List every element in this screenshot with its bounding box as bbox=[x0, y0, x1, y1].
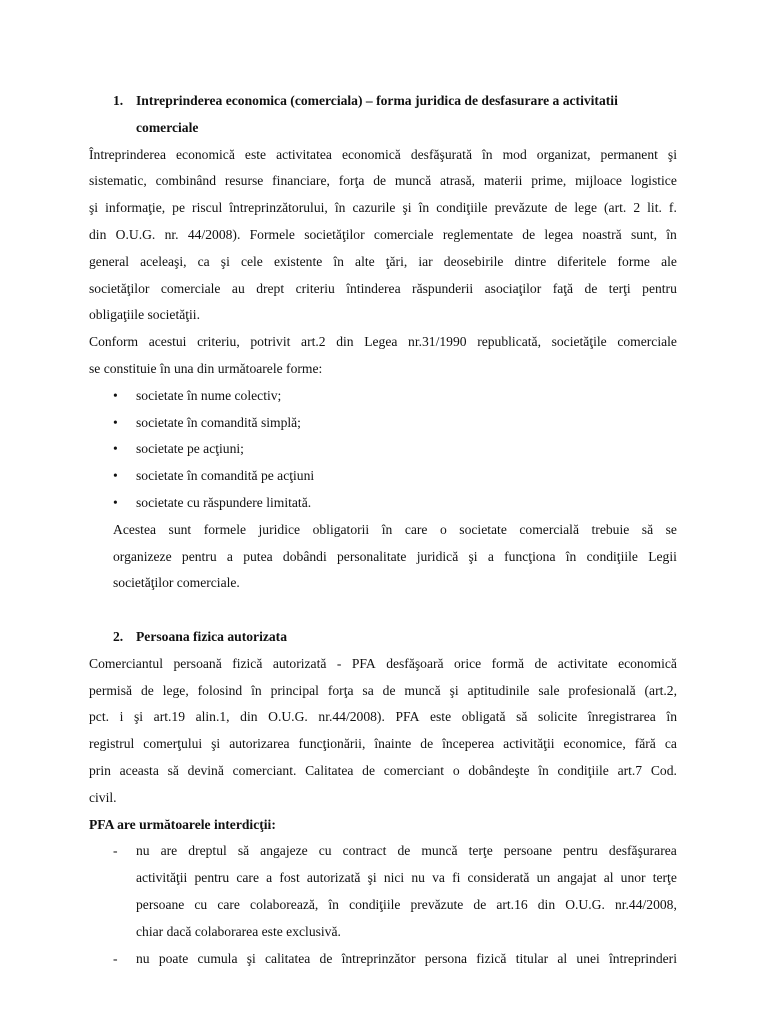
section-title: comerciale bbox=[136, 119, 199, 135]
word: pe bbox=[172, 200, 186, 216]
text-line bbox=[89, 678, 677, 705]
word: nu bbox=[136, 843, 150, 859]
word: organizat, bbox=[536, 146, 591, 162]
word: cele bbox=[240, 253, 263, 269]
list-item bbox=[89, 410, 677, 437]
text-line bbox=[89, 704, 677, 731]
word: art.7 bbox=[617, 762, 643, 778]
word: economică bbox=[341, 146, 401, 162]
text-line bbox=[89, 222, 677, 249]
word: iar bbox=[418, 253, 433, 269]
word: societăţile bbox=[551, 334, 607, 350]
word: terţe bbox=[652, 870, 677, 886]
word: Calitatea bbox=[305, 762, 354, 778]
word: unei bbox=[576, 950, 600, 966]
word: în bbox=[666, 226, 677, 242]
word: şi bbox=[133, 709, 144, 725]
word: în bbox=[666, 709, 677, 725]
word: contract bbox=[342, 843, 387, 859]
word: comerţului bbox=[143, 736, 203, 752]
word: sistematic, bbox=[89, 173, 147, 189]
word: poate bbox=[158, 950, 189, 966]
word: înregistrarea bbox=[587, 709, 656, 725]
word: comerciant. bbox=[232, 762, 297, 778]
word: orice bbox=[454, 655, 482, 671]
word: potrivit bbox=[250, 334, 291, 350]
section-title: Persoana fizica autorizata bbox=[136, 628, 287, 644]
word: şi bbox=[246, 950, 256, 966]
word: Formele bbox=[249, 226, 295, 242]
list-item-text: societate în nume colectiv; bbox=[136, 387, 282, 403]
word: va bbox=[432, 870, 445, 886]
word: personalitate bbox=[336, 548, 407, 564]
word: funcţiona bbox=[504, 548, 556, 564]
word: obligatorii bbox=[312, 521, 370, 537]
word: economice, bbox=[563, 736, 626, 752]
word: şi bbox=[468, 548, 478, 564]
word: desfăşoară bbox=[386, 655, 444, 671]
list-item bbox=[89, 490, 677, 517]
word: aceleaşi, bbox=[140, 253, 187, 269]
text-line: obligaţiile societăţii. bbox=[89, 307, 200, 323]
word: muncă bbox=[394, 173, 432, 189]
list-item-text: societate cu răspundere limitată. bbox=[136, 494, 312, 510]
word: are bbox=[160, 843, 178, 859]
word: devină bbox=[187, 762, 224, 778]
word: de bbox=[382, 682, 396, 698]
word: ale bbox=[661, 253, 677, 269]
word: alte bbox=[355, 253, 375, 269]
word: lit. bbox=[647, 200, 662, 216]
word: de bbox=[319, 950, 333, 966]
word: fizică bbox=[476, 950, 507, 966]
word: prin bbox=[89, 762, 111, 778]
word: în bbox=[251, 682, 262, 698]
bullet-icon: • bbox=[113, 494, 118, 510]
word: autorizarea bbox=[229, 736, 290, 752]
list-item-text: societate în comandită pe acţiuni bbox=[136, 468, 315, 484]
word: (art. bbox=[604, 200, 627, 216]
word: materii bbox=[483, 173, 523, 189]
word: organizeze bbox=[113, 548, 172, 564]
document-content bbox=[89, 88, 677, 972]
word: calitatea bbox=[265, 950, 311, 966]
word: muncă bbox=[421, 843, 458, 859]
word: activităţii bbox=[503, 736, 555, 752]
word: întreprinzător bbox=[341, 950, 416, 966]
word: desfăşurarea bbox=[608, 843, 677, 859]
word: din bbox=[89, 226, 107, 242]
word: în bbox=[418, 200, 430, 216]
word: trebuie bbox=[591, 521, 630, 537]
word: cu bbox=[194, 896, 208, 912]
dash-icon: - bbox=[113, 843, 118, 859]
word: 2 bbox=[633, 200, 641, 216]
word: financiare, bbox=[272, 173, 330, 189]
word: a bbox=[487, 548, 494, 564]
dash-icon: - bbox=[113, 950, 118, 966]
word: PFA bbox=[351, 655, 376, 671]
word: informaţie, bbox=[105, 200, 166, 216]
word: a bbox=[226, 548, 233, 564]
list-item-text: societate pe acţiuni; bbox=[136, 441, 244, 457]
word: forţa bbox=[327, 682, 354, 698]
word: solicite bbox=[538, 709, 578, 725]
word: nr.44/2008, bbox=[614, 896, 677, 912]
word: care bbox=[404, 521, 428, 537]
word: şi bbox=[89, 200, 99, 216]
text-line bbox=[113, 544, 677, 571]
word: profesională bbox=[568, 682, 636, 698]
word: este bbox=[429, 709, 452, 725]
word: formă bbox=[491, 655, 525, 671]
word: prevăzute bbox=[494, 200, 548, 216]
text-line bbox=[89, 195, 677, 222]
word: condiţiile bbox=[349, 896, 401, 912]
word: în bbox=[334, 200, 346, 216]
section-title: Intreprinderea economica (comerciala) – forma juridica de desfasurare a activitatii bbox=[136, 93, 618, 108]
word: să bbox=[237, 843, 250, 859]
word: de bbox=[534, 655, 548, 671]
word: dreptul bbox=[188, 843, 227, 859]
word: general bbox=[89, 253, 129, 269]
word: 44/2008). bbox=[187, 226, 241, 242]
word: art.16 bbox=[496, 896, 528, 912]
word: Întreprinderea bbox=[89, 146, 166, 162]
word: să bbox=[516, 709, 528, 725]
word: Legii bbox=[648, 548, 677, 564]
word: persoane bbox=[136, 896, 185, 912]
word: pct. bbox=[89, 709, 110, 725]
word: unor bbox=[620, 870, 646, 886]
word: întreprinderi bbox=[609, 950, 677, 966]
text-line bbox=[89, 142, 677, 169]
word: ţări, bbox=[385, 253, 408, 269]
word: i bbox=[119, 709, 124, 725]
word: acestui bbox=[148, 334, 187, 350]
word: alin.1, bbox=[195, 709, 230, 725]
word: sunt bbox=[168, 521, 192, 537]
word: societăţilor bbox=[304, 226, 365, 242]
word: pentru bbox=[642, 280, 677, 296]
word: înainte bbox=[374, 736, 412, 752]
text-line bbox=[136, 838, 677, 865]
text-line bbox=[89, 168, 677, 195]
word: şi bbox=[367, 870, 377, 886]
word: cumula bbox=[197, 950, 238, 966]
list-item bbox=[89, 463, 677, 490]
paragraph bbox=[89, 142, 677, 330]
word: se bbox=[665, 521, 677, 537]
word: în bbox=[538, 762, 549, 778]
word: art.19 bbox=[153, 709, 185, 725]
word: formele bbox=[203, 521, 247, 537]
word: existente bbox=[273, 253, 323, 269]
word: dintre bbox=[514, 253, 547, 269]
section-2-heading bbox=[89, 624, 677, 651]
word: condiţiile bbox=[436, 200, 488, 216]
word: desfăşurată bbox=[410, 146, 472, 162]
word: colaborează, bbox=[250, 896, 319, 912]
word: resurse bbox=[224, 173, 264, 189]
word: şi bbox=[211, 736, 221, 752]
paragraph bbox=[89, 651, 677, 812]
word: comercială bbox=[519, 521, 579, 537]
word: - bbox=[336, 655, 342, 671]
word: autorizată bbox=[272, 655, 327, 671]
word: aceasta bbox=[119, 762, 159, 778]
word: Cod. bbox=[650, 762, 677, 778]
word: şi bbox=[449, 682, 459, 698]
word: autorizată bbox=[306, 870, 361, 886]
word: o bbox=[452, 762, 460, 778]
word: de bbox=[373, 173, 387, 189]
list-item bbox=[89, 436, 677, 463]
word: drept bbox=[256, 280, 285, 296]
word: lege bbox=[574, 200, 597, 216]
word: atrasă, bbox=[439, 173, 476, 189]
word: asociaţilor bbox=[484, 280, 542, 296]
word: pentru bbox=[563, 843, 598, 859]
word: răspunderii bbox=[412, 280, 474, 296]
word: care bbox=[217, 896, 240, 912]
word: care bbox=[236, 870, 259, 886]
word: dobândeşte bbox=[468, 762, 530, 778]
word: din bbox=[240, 709, 258, 725]
word: combinând bbox=[155, 173, 216, 189]
word: activitatea bbox=[276, 146, 332, 162]
word: de bbox=[362, 762, 375, 778]
word: de bbox=[473, 896, 487, 912]
section-1-heading-cont bbox=[89, 115, 677, 142]
word: întreprinzătorului, bbox=[229, 200, 328, 216]
word: riscul bbox=[192, 200, 223, 216]
word: în bbox=[333, 253, 344, 269]
word: şi bbox=[220, 253, 230, 269]
word: Conform bbox=[89, 334, 139, 350]
word: reglementate bbox=[442, 226, 514, 242]
word: este bbox=[244, 146, 267, 162]
word: criteriu bbox=[295, 280, 335, 296]
word: au bbox=[231, 280, 245, 296]
word: ca bbox=[664, 736, 677, 752]
word: de bbox=[397, 843, 411, 859]
word: cu bbox=[318, 843, 332, 859]
text-line bbox=[136, 892, 677, 919]
word: mod bbox=[502, 146, 527, 162]
word: nr. bbox=[164, 226, 179, 242]
text-line bbox=[136, 946, 677, 973]
word: comerciale bbox=[160, 280, 221, 296]
word: activităţii bbox=[136, 870, 188, 886]
word: (art.2, bbox=[644, 682, 677, 698]
word: Legea bbox=[364, 334, 398, 350]
word: nu bbox=[136, 950, 150, 966]
section-1-heading bbox=[89, 88, 677, 115]
list-item-text: societate în comandită simplă; bbox=[136, 414, 301, 430]
bullet-icon: • bbox=[113, 387, 118, 403]
word: faţă bbox=[552, 280, 574, 296]
word: începerea bbox=[442, 736, 495, 752]
word: diferitele bbox=[557, 253, 607, 269]
word: de bbox=[522, 226, 536, 242]
text-line bbox=[89, 276, 677, 303]
word: a bbox=[266, 870, 273, 886]
list-item bbox=[89, 383, 677, 410]
word: noastră bbox=[582, 226, 622, 242]
word: republicată, bbox=[477, 334, 541, 350]
word: legea bbox=[544, 226, 574, 242]
word: prevăzute bbox=[410, 896, 464, 912]
word: terţi bbox=[608, 280, 631, 296]
text-line bbox=[89, 249, 677, 276]
word: să bbox=[641, 521, 654, 537]
text-line bbox=[89, 329, 677, 356]
word: permisă bbox=[89, 682, 133, 698]
text-line bbox=[89, 731, 677, 758]
word: al bbox=[557, 950, 568, 966]
word: forţa bbox=[338, 173, 365, 189]
word: lege, bbox=[162, 682, 189, 698]
word: prime, bbox=[531, 173, 567, 189]
word: pentru bbox=[194, 870, 230, 886]
word: un bbox=[536, 870, 551, 886]
text-line bbox=[136, 865, 677, 892]
word: mijloace bbox=[575, 173, 622, 189]
word: dobândi bbox=[282, 548, 327, 564]
word: sa bbox=[362, 682, 374, 698]
word: activitate bbox=[557, 655, 608, 671]
word: juridică bbox=[416, 548, 459, 564]
word: economică bbox=[618, 655, 677, 671]
section-number: 1. bbox=[113, 93, 124, 108]
word: Acestea bbox=[113, 521, 157, 537]
word: principal bbox=[270, 682, 319, 698]
word: persona bbox=[424, 950, 468, 966]
word: de bbox=[420, 736, 434, 752]
word: sale bbox=[538, 682, 560, 698]
word: în bbox=[565, 548, 577, 564]
word: de bbox=[140, 682, 154, 698]
word: în bbox=[328, 896, 339, 912]
bullet-icon: • bbox=[113, 414, 118, 430]
word: ca bbox=[197, 253, 210, 269]
text-line: civil. bbox=[89, 789, 117, 805]
bullet-list bbox=[89, 383, 677, 517]
word: comerciale bbox=[373, 226, 434, 242]
text-line bbox=[113, 517, 677, 544]
word: criteriu, bbox=[197, 334, 240, 350]
text-line bbox=[89, 651, 677, 678]
dash-list-item bbox=[89, 946, 677, 973]
word: de bbox=[554, 200, 568, 216]
word: O.U.G. bbox=[565, 896, 605, 912]
word: fizică bbox=[232, 655, 263, 671]
word: fi bbox=[452, 870, 461, 886]
word: forme bbox=[617, 253, 650, 269]
word: persoană bbox=[173, 655, 222, 671]
word: nr.31/1990 bbox=[408, 334, 467, 350]
word: putea bbox=[243, 548, 273, 564]
text-line: se constituie în una din următoarele forme: bbox=[89, 360, 323, 376]
word: societate bbox=[459, 521, 507, 537]
word: de bbox=[584, 280, 598, 296]
word: societăţilor bbox=[89, 280, 150, 296]
word: juridice bbox=[258, 521, 301, 537]
word: angajeze bbox=[260, 843, 308, 859]
word: nu bbox=[411, 870, 425, 886]
word: deosebirile bbox=[443, 253, 504, 269]
word: terţe bbox=[468, 843, 493, 859]
word: angajat bbox=[557, 870, 597, 886]
paragraph-indented bbox=[113, 517, 677, 597]
word: O.U.G. bbox=[115, 226, 156, 242]
word: şi bbox=[667, 146, 677, 162]
word: al bbox=[603, 870, 614, 886]
word: condiţiile bbox=[586, 548, 638, 564]
word: în bbox=[381, 521, 393, 537]
subheading: PFA are următoarele interdicţii: bbox=[89, 816, 276, 832]
section-number: 2. bbox=[113, 628, 124, 644]
bullet-icon: • bbox=[113, 468, 118, 484]
word: fără bbox=[634, 736, 656, 752]
word: din bbox=[537, 896, 556, 912]
word: permanent bbox=[600, 146, 658, 162]
word: aptitudinile bbox=[467, 682, 530, 698]
word: comerciale bbox=[617, 334, 677, 350]
word: economică bbox=[176, 146, 235, 162]
word: pentru bbox=[181, 548, 217, 564]
word: şi bbox=[402, 200, 412, 216]
text-line: chiar dacă colaborarea este exclusivă. bbox=[136, 923, 341, 939]
paragraph bbox=[89, 329, 677, 383]
word: persoane bbox=[503, 843, 553, 859]
word: titular bbox=[515, 950, 549, 966]
word: Comerciantul bbox=[89, 655, 163, 671]
text-line: societăţilor comerciale. bbox=[113, 575, 240, 591]
word: folosind bbox=[197, 682, 243, 698]
word: registrul bbox=[89, 736, 135, 752]
word: o bbox=[439, 521, 447, 537]
word: sunt, bbox=[630, 226, 657, 242]
dash-list-item bbox=[89, 838, 677, 945]
word: fost bbox=[279, 870, 300, 886]
word: O.U.G. bbox=[268, 709, 308, 725]
word: art.2 bbox=[301, 334, 326, 350]
word: muncă bbox=[404, 682, 441, 698]
word: obligată bbox=[461, 709, 506, 725]
word: funcţionării, bbox=[298, 736, 366, 752]
bullet-icon: • bbox=[113, 441, 118, 457]
word: cazurile bbox=[352, 200, 396, 216]
word: să bbox=[167, 762, 179, 778]
word: nici bbox=[383, 870, 405, 886]
word: nr.44/2008). bbox=[318, 709, 385, 725]
text-line bbox=[89, 758, 677, 785]
word: în bbox=[482, 146, 493, 162]
word: din bbox=[336, 334, 354, 350]
word: condiţiile bbox=[557, 762, 609, 778]
word: întinderea bbox=[346, 280, 401, 296]
word: considerată bbox=[467, 870, 530, 886]
word: PFA bbox=[395, 709, 420, 725]
word: logistice bbox=[630, 173, 677, 189]
word: f. bbox=[668, 200, 677, 216]
word: comerciant bbox=[383, 762, 445, 778]
